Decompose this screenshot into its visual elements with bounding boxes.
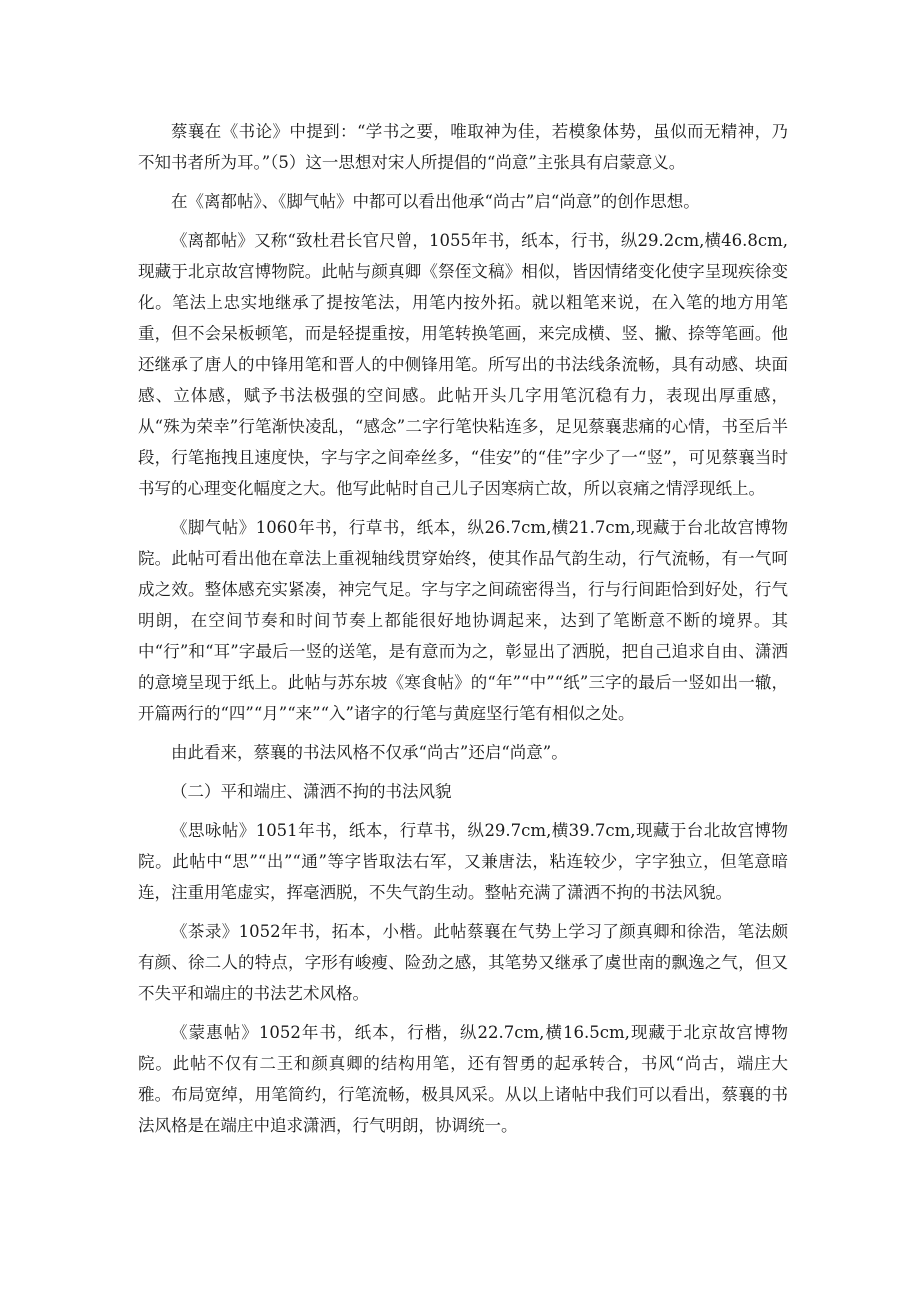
document-page [138, 116, 788, 1149]
section-heading: （二）平和端庄、潇洒不拘的书法风貌 [171, 782, 452, 801]
paragraph-chalu: 《茶录》1052年书，拓本，小楷。此帖蔡襄在气势上学习了颜真卿和徐浩，笔法颇有颜、徐二人的特点，字形有峻瘦、险劲之感，其笔势又继承了虞世南的飘逸之气，但又不失平和端庄的书法艺术风格。 [138, 922, 788, 1003]
paragraph-shulun-quote: 蔡襄在《书论》中提到：“学书之要，唯取神为佳，若模象体势，虽似而无精神，乃不知书者所为耳。”（5）这一思想对宋人所提倡的“尚意”主张具有启蒙意义。 [138, 122, 788, 172]
paragraph-menghui-tie: 《蒙惠帖》1052年书，纸本，行楷，纵22.7cm,横16.5cm,现藏于北京故宫博物院。此帖不仅有二王和颜真卿的结构用笔，还有智勇的起承转合，书风“尚古，端庄大雅。布局宽绰，用笔简约，行笔流畅，极具风采。从以上诸帖中我们可以看出，蔡襄的书法风格是在端庄中追求潇洒，行气明朗，协调统一。 [138, 1023, 788, 1135]
paragraph-intro-two-tie: 在《离都帖》、《脚气帖》中都可以看出他承“尚古”启“尚意”的创作思想。 [171, 192, 700, 211]
paragraph-lidu-tie: 《离都帖》又称“致杜君长官尺曾，1055年书，纸本，行书，纵29.2cm,横46.8cm,现藏于北京故宫博物院。此帖与颜真卿《祭侄文稿》相似，皆因情绪变化使字呈现疾徐变化。笔法上忠实地继承了提按笔法，用笔内按外拓。就以粗笔来说，在入笔的地方用笔重，但不会呆板顿笔，而是轻提重按，用笔转换笔画，来完成横、竖、撇、捺等笔画。他还继承了唐人的中锋用笔和晋人的中侧锋用笔。所写出的书法线条流畅，具有动感、块面感、立体感，赋予书法极强的空间感。此帖开头几字用笔沉稳有力，表现出厚重感，从“殊为荣幸”行笔渐快凌乱，“感念”二字行笔快粘连多，足见蔡襄悲痛的心情，书至后半段，行笔拖拽且速度快，字与字之间牵丝多，“佳安”的“佳”字少了一“竖”，可见蔡襄当时书写的心理变化幅度之大。他写此帖时自己儿子因寒病亡故，所以哀痛之情浮现纸上。 [138, 231, 788, 498]
paragraph-conclusion: 由此看来，蔡襄的书法风格不仅承“尚古”还启“尚意”。 [171, 743, 568, 762]
paragraph-siyong-tie: 《思咏帖》1051年书，纸本，行草书，纵29.7cm,横39.7cm,现藏于台北故宫博物院。此帖中“思”“出”“通”等字皆取法右军，又兼唐法，粘连较少，字字独立，但笔意暗连，注重用笔虚实，挥毫洒脱，不失气韵生动。整帖充满了潇洒不拘的书法风貌。 [138, 821, 788, 902]
paragraph-jiaoqi-tie: 《脚气帖》1060年书，行草书，纸本，纵26.7cm,横21.7cm,现藏于台北故宫博物院。此帖可看出他在章法上重视轴线贯穿始终，使其作品气韵生动，行气流畅，有一气呵成之效。整体感充实紧凑，神完气足。字与字之间疏密得当，行与行间距恰到好处，行气明朗，在空间节奏和时间节奏上都能很好地协调起来，达到了笔断意不断的境界。其中“行”和“耳”字最后一竖的送笔，是有意而为之，彰显出了洒脱，把自己追求自由、潇洒的意境呈现于纸上。此帖与苏东坡《寒食帖》的“年”“中”“纸”三字的最后一竖如出一辙，开篇两行的“四”“月”“来”“入”诸字的行笔与黄庭坚行笔有相似之处。 [138, 518, 788, 723]
